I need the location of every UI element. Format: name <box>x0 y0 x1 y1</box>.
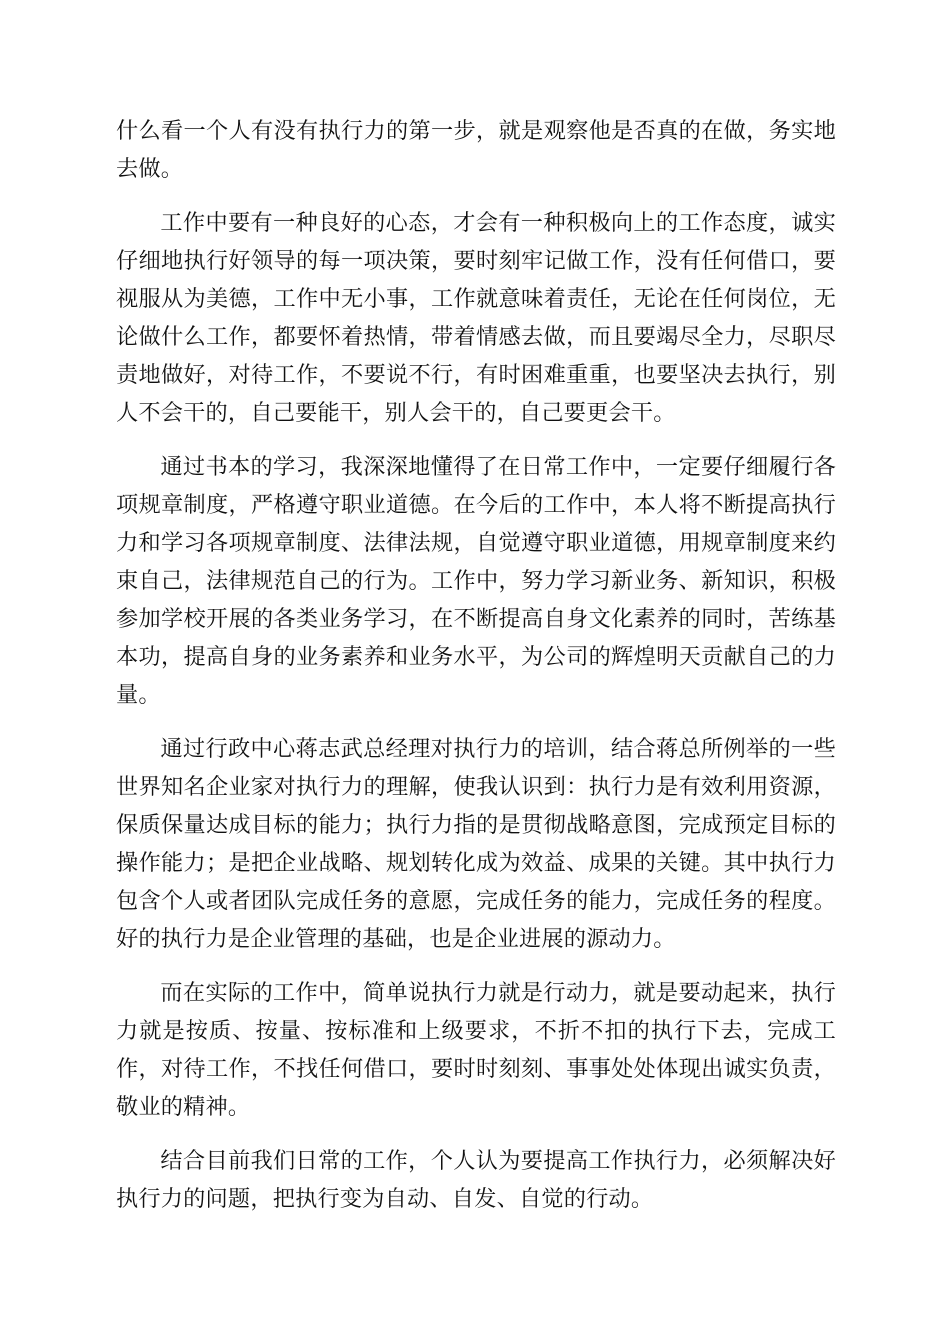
paragraph-6: 结合目前我们日常的工作，个人认为要提高工作执行力，必须解决好执行力的问题，把执行变为自动、自发、自觉的行动。 <box>116 1148 836 1212</box>
paragraph-4: 通过行政中心蒋志武总经理对执行力的培训，结合蒋总所例举的一些世界知名企业家对执行力的理解，使我认识到：执行力是有效利用资源，保质保量达成目标的能力；执行力指的是贯彻战略意图，完成预定目标的操作能力；是把企业战略、规划转化成为效益、成果的关键。其中执行力包含个人或者团队完成任务的意愿，完成任务的能力，完成任务的程度。好的执行力是企业管理的基础，也是企业进展的源动力。 <box>116 736 836 952</box>
paragraph-2: 工作中要有一种良好的心态，才会有一种积极向上的工作态度，诚实仔细地执行好领导的每一项决策，要时刻牢记做工作，没有任何借口，要视服从为美德，工作中无小事，工作就意味着责任，无论在任何岗位，无论做什么工作，都要怀着热情，带着情感去做，而且要竭尽全力，尽职尽责地做好，对待工作，不要说不行，有时困难重重，也要坚决去执行，别人不会干的，自己要能干，别人会干的，自己要更会干。 <box>116 210 836 426</box>
paragraph-5: 而在实际的工作中，简单说执行力就是行动力，就是要动起来，执行力就是按质、按量、按标准和上级要求，不折不扣的执行下去，完成工作，对待工作，不找任何借口，要时时刻刻、事事处处体现出诚实负责，敬业的精神。 <box>116 980 836 1120</box>
paragraph-3: 通过书本的学习，我深深地懂得了在日常工作中，一定要仔细履行各项规章制度，严格遵守职业道德。在今后的工作中，本人将不断提高执行力和学习各项规章制度、法律法规，自觉遵守职业道德，用规章制度来约束自己，法律规范自己的行为。工作中，努力学习新业务、新知识，积极参加学校开展的各类业务学习，在不断提高自身文化素养的同时，苦练基本功，提高自身的业务素养和业务水平，为公司的辉煌明天贡献自己的力量。 <box>116 454 836 708</box>
document-body <box>116 112 836 1234</box>
paragraph-1: 什么看一个人有没有执行力的第一步，就是观察他是否真的在做，务实地去做。 <box>116 118 836 182</box>
